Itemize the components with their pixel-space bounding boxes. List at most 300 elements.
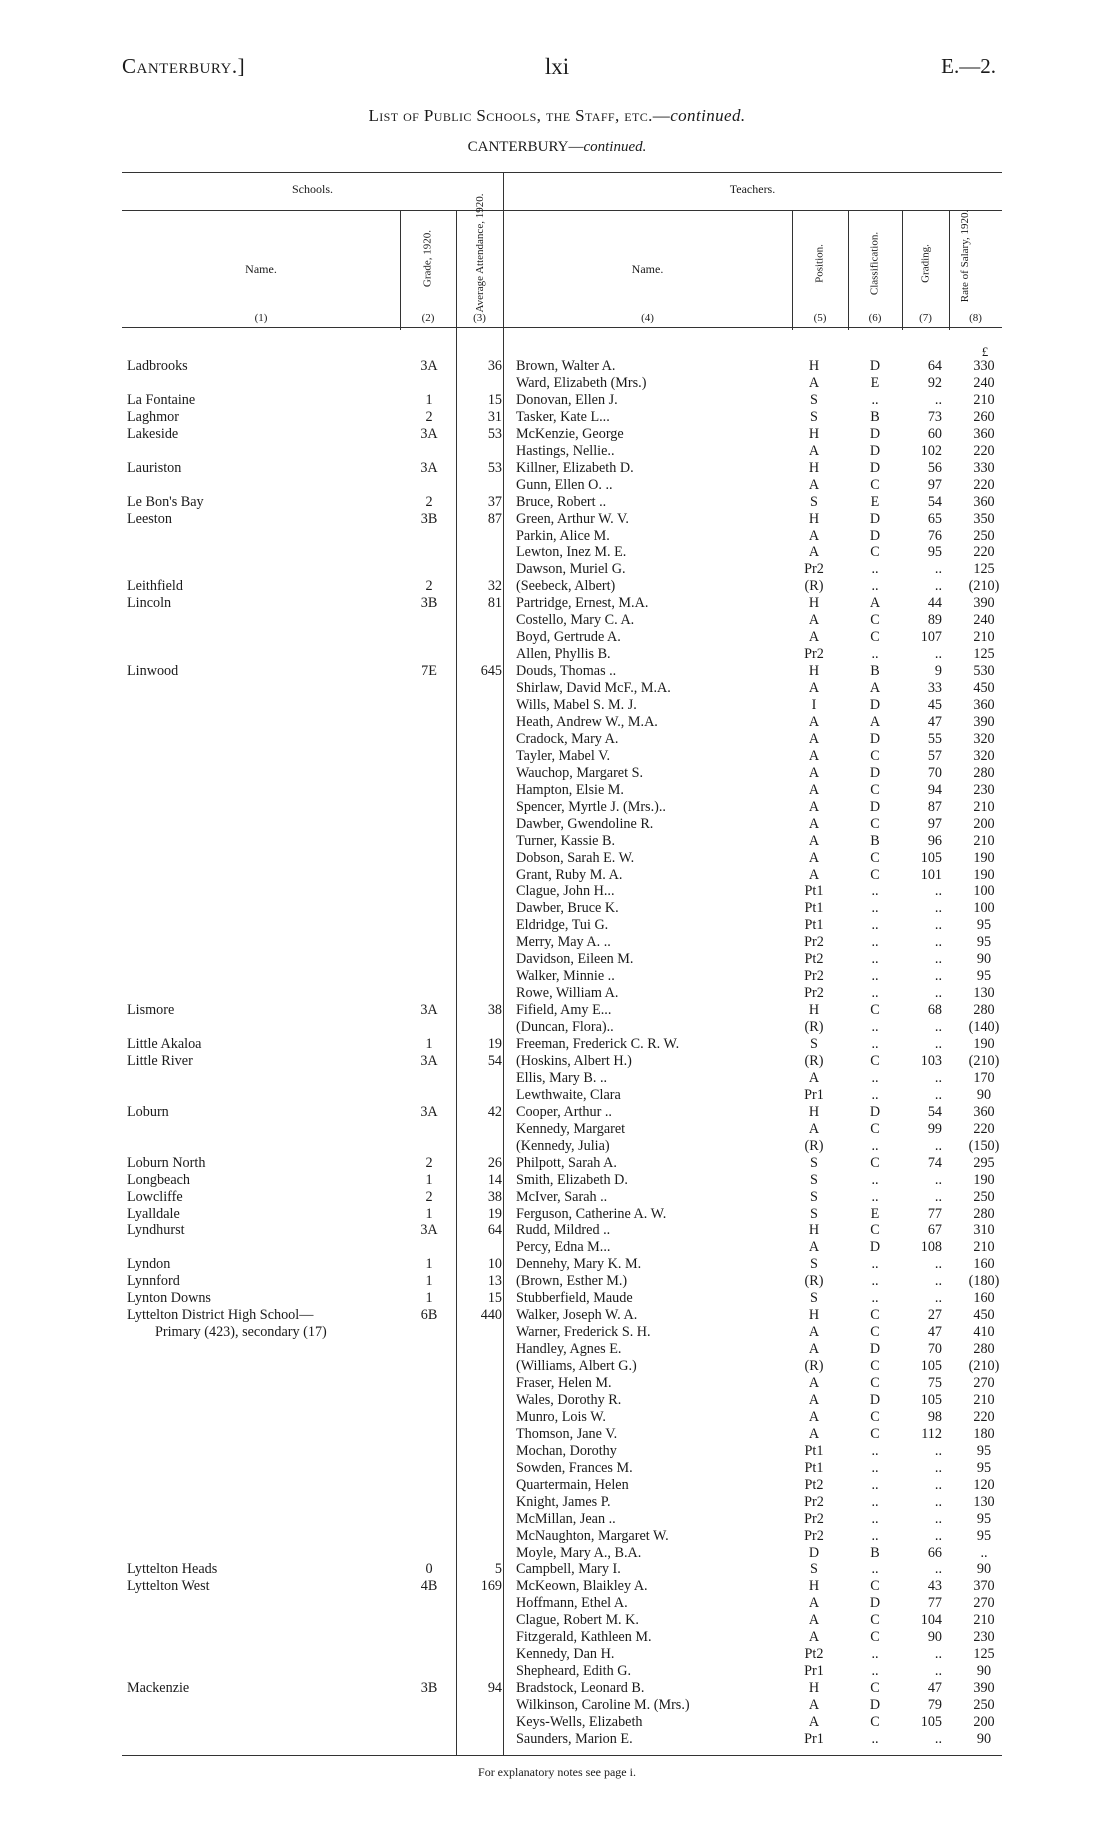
school-attendance: 26 [487,1154,502,1171]
teacher-grading: 99 [927,1120,942,1137]
table-row [0,1290,1114,1307]
teacher-grading: .. [934,1510,942,1527]
teacher-name: Dawson, Muriel G. [516,561,626,578]
teacher-grading: .. [934,1188,942,1205]
teacher-grading: 70 [927,1341,942,1358]
teacher-position: S [810,1154,818,1171]
school-attendance: 32 [487,578,502,595]
table-row [0,1646,1114,1663]
teacher-classification: .. [871,1527,879,1544]
school-grade: 7E [421,663,437,680]
table-row [0,799,1114,816]
teacher-position: S [810,1205,818,1222]
teacher-classification: .. [871,968,879,985]
teacher-position: A [808,1324,820,1341]
teacher-position: A [808,730,820,747]
teacher-salary: 390 [973,713,995,730]
teacher-name: Wills, Mabel S. M. J. [516,697,637,713]
teacher-classification: C [870,1680,880,1697]
table-row [0,578,1114,595]
school-attendance: 64 [487,1222,502,1239]
table-row [0,1731,1114,1748]
teacher-grading: .. [934,1442,942,1459]
school-name: Lakeside [127,425,179,442]
teacher-position: (R) [804,578,824,595]
teacher-grading: 68 [927,1002,942,1019]
teacher-name: Fraser, Helen M. [516,1375,612,1391]
teacher-classification: .. [871,1730,879,1747]
school-name: Lyndon [127,1256,171,1273]
teacher-grading: .. [934,1459,942,1476]
teacher-grading: 55 [927,730,942,747]
teacher-salary: 130 [973,985,995,1002]
teacher-name: Freeman, Frederick C. R. W. [516,1036,680,1052]
teacher-grading: 104 [920,1612,942,1629]
teacher-salary: 450 [973,680,995,697]
table-row [0,782,1114,799]
teacher-name: (Seebeck, Albert) [516,578,616,595]
table-row [0,1019,1114,1036]
school-attendance: 15 [487,391,502,408]
school-name: Le Bon's Bay [127,493,204,510]
teacher-salary: 120 [973,1476,995,1493]
teacher-classification: C [870,612,880,629]
school-grade: 3A [420,459,438,476]
teacher-classification: .. [871,900,879,917]
table-row [0,1358,1114,1375]
teacher-name: (Hoskins, Albert H.) [516,1052,632,1069]
teacher-grading: 98 [927,1408,942,1425]
table-row [0,1121,1114,1138]
table-row [0,1663,1114,1680]
column-number-8: (8) [969,312,982,324]
teacher-grading: 105 [920,1714,942,1730]
school-attendance: 87 [487,510,502,527]
school-grade: 3B [420,595,438,612]
teacher-grading: 79 [927,1697,942,1714]
teacher-grading: 97 [927,815,942,832]
teacher-name: McNaughton, Margaret W. [516,1527,669,1544]
table-row [0,494,1114,511]
school-grade: 3B [420,510,438,527]
teacher-name: Green, Arthur W. V. [516,510,629,527]
title-italic: continued. [670,106,746,125]
teacher-classification: C [870,1002,880,1019]
table-row [0,528,1114,545]
teacher-position: Pr2 [804,934,824,951]
teacher-name: Lewton, Inez M. E. [516,544,627,561]
teacher-position: A [808,1612,820,1629]
teacher-position: D [808,1544,820,1561]
teacher-name: Fifield, Amy E... [516,1002,612,1019]
salary-unit: £ [981,344,989,359]
school-grade: 3B [420,1680,438,1697]
teacher-grading: 103 [920,1052,942,1069]
teacher-name: Sowden, Frances M. [516,1459,633,1476]
teacher-classification: .. [871,985,879,1002]
school-grade: 3A [420,1002,438,1019]
school-grade: 6B [420,1307,438,1324]
teacher-position: Pr2 [804,1510,824,1527]
header-attendance: Average Attendance, 1920. [474,193,486,313]
teacher-position: A [808,815,820,832]
teacher-classification: C [870,781,880,798]
teacher-name: Dennehy, Mary K. M. [516,1256,642,1273]
teacher-name: Bruce, Robert .. [516,493,607,510]
teacher-grading: 94 [927,781,942,798]
teacher-salary: 95 [976,1459,992,1476]
header-position: Position. [813,244,826,283]
teacher-classification: .. [871,646,879,663]
table-row [0,883,1114,900]
teacher-classification: C [870,747,880,764]
teacher-position: H [808,663,820,680]
teacher-salary: (210) [968,1052,1000,1069]
table-row [0,1629,1114,1646]
teacher-name: Walker, Minnie .. [516,968,615,985]
teacher-name: Bradstock, Leonard B. [516,1680,645,1697]
teacher-name: Clague, John H... [516,883,615,900]
teacher-position: S [810,408,818,425]
teacher-salary: 210 [973,798,995,815]
teacher-name: Quartermain, Helen [516,1476,629,1493]
teacher-salary: 210 [973,391,995,408]
table-row [0,985,1114,1002]
teacher-name: McMillan, Jean .. [516,1510,616,1527]
column-number-2: (2) [421,312,435,324]
teacher-name: Boyd, Gertrude A. [516,629,621,646]
teacher-salary: 530 [973,663,995,680]
table-row [0,968,1114,985]
table-row [0,1528,1114,1545]
teacher-classification: .. [871,1036,879,1052]
table-row [0,646,1114,663]
teacher-salary: 125 [973,646,995,663]
teacher-salary: 350 [973,510,995,527]
school-name: Mackenzie [127,1680,190,1697]
teacher-salary: 295 [973,1154,995,1171]
school-attendance: 54 [487,1052,502,1069]
teacher-name: Allen, Phyllis B. [516,646,611,663]
teacher-position: (R) [804,1358,824,1375]
teacher-salary: 95 [976,1510,992,1527]
teacher-position: Pr2 [804,1527,824,1544]
teacher-salary: 360 [973,1103,995,1120]
teacher-salary: 160 [973,1256,995,1273]
teacher-position: (R) [804,1137,824,1154]
teacher-grading: 73 [927,408,942,425]
teacher-grading: 47 [927,1324,942,1341]
group-rule [122,210,1002,211]
teacher-salary: 210 [973,1239,995,1256]
teacher-grading: 77 [927,1205,942,1222]
table-row [0,697,1114,714]
teacher-name: Donovan, Ellen J. [516,391,618,408]
school-grade: 1 [425,1205,433,1222]
teacher-classification: .. [871,1459,879,1476]
school-name: Little River [127,1052,193,1069]
school-attendance: 5 [494,1561,502,1578]
teacher-name: Costello, Mary C. A. [516,612,635,629]
teacher-position: A [808,781,820,798]
teacher-name: Saunders, Marion E. [516,1730,633,1747]
teacher-classification: .. [871,1510,879,1527]
school-attendance: 10 [487,1256,502,1273]
teacher-classification: D [869,798,881,815]
teacher-salary: 95 [976,1527,992,1544]
school-attendance: 19 [487,1205,502,1222]
teacher-position: A [808,798,820,815]
teacher-salary: 210 [973,1612,995,1629]
teacher-position: S [810,1561,818,1578]
teacher-position: H [808,1002,820,1019]
teacher-salary: 90 [976,1561,992,1578]
teacher-grading: 47 [927,713,942,730]
teacher-grading: .. [934,985,942,1002]
column-number-3: (3) [473,312,486,324]
teacher-grading: 27 [927,1307,942,1324]
teacher-grading: .. [934,1290,942,1307]
teacher-name: (Kennedy, Julia) [516,1137,610,1154]
teacher-salary: 100 [973,883,995,900]
school-name: La Fontaine [127,391,196,408]
teacher-salary: 330 [973,358,995,374]
teacher-classification: C [870,815,880,832]
teacher-grading: .. [934,578,942,595]
teacher-grading: .. [934,917,942,934]
teacher-classification: .. [871,1476,879,1493]
table-row [0,629,1114,646]
teacher-salary: 100 [973,900,995,917]
school-name: Lynnford [127,1273,180,1290]
teacher-name: Rudd, Mildred .. [516,1222,611,1239]
teacher-position: Pr2 [804,1493,824,1510]
column-number-6: (6) [868,312,882,324]
header-grading: Grading. [919,244,932,283]
teacher-position: Pr2 [804,561,824,578]
teacher-classification: .. [871,1171,879,1188]
teacher-position: A [808,680,820,697]
school-name: Lyalldale [127,1205,180,1222]
teacher-classification: D [869,425,881,442]
teacher-salary: 330 [973,459,995,476]
group-header-schools: Schools. [291,182,333,196]
teacher-name: Partridge, Ernest, M.A. [516,595,649,612]
table-row [0,816,1114,833]
school-name: Primary (423), secondary (17) [155,1324,327,1341]
teacher-salary: 90 [976,1730,992,1747]
teacher-salary: 240 [973,374,995,391]
teacher-grading: 97 [927,476,942,493]
table-row [0,477,1114,494]
teacher-grading: .. [934,1493,942,1510]
table-row [0,1189,1114,1206]
teacher-position: I [811,697,817,713]
teacher-name: Walker, Joseph W. A. [516,1307,638,1324]
teacher-salary: (210) [968,1358,1000,1375]
teacher-classification: C [870,1375,880,1391]
table-row [0,595,1114,612]
teacher-grading: 65 [927,510,942,527]
running-head-left: Canterbury.] [122,54,246,78]
teacher-classification: D [869,1697,881,1714]
teacher-classification: C [870,476,880,493]
teacher-name: Munro, Lois W. [516,1408,606,1425]
school-name: Loburn [127,1103,169,1120]
teacher-classification: .. [871,561,879,578]
teacher-name: Shirlaw, David McF., M.A. [516,680,671,697]
teacher-grading: 101 [920,866,942,883]
school-attendance: 42 [487,1103,502,1120]
school-name: Lincoln [127,595,172,612]
table-row [0,1273,1114,1290]
teacher-salary: 360 [973,697,995,713]
teacher-name: Kennedy, Dan H. [516,1646,615,1663]
school-grade: 1 [425,1273,433,1290]
teacher-position: A [808,764,820,781]
teacher-classification: C [870,866,880,883]
teacher-classification: C [870,1222,880,1239]
teacher-grading: 107 [920,629,942,646]
teacher-grading: 105 [920,1391,942,1408]
teacher-salary: 250 [973,1188,995,1205]
teacher-salary: 90 [976,1663,992,1680]
page-subtitle [0,139,1114,156]
teacher-position: S [810,1188,818,1205]
school-name: Lyttelton Heads [127,1561,218,1578]
teacher-salary: 190 [973,1036,995,1052]
school-attendance: 53 [487,459,502,476]
school-name: Leeston [127,510,172,527]
teacher-position: A [808,1425,820,1442]
teacher-grading: .. [934,900,942,917]
table-row [0,934,1114,951]
teacher-position: A [808,612,820,629]
school-grade: 2 [425,1188,433,1205]
school-name: Lyttelton District High School— [127,1307,314,1324]
teacher-classification: C [870,1612,880,1629]
teacher-position: A [808,1341,820,1358]
teacher-position: A [808,747,820,764]
teacher-classification: E [870,493,880,510]
table-row [0,1443,1114,1460]
table-top-rule [122,172,1002,173]
teacher-position: Pt2 [804,1476,824,1493]
teacher-name: McIver, Sarah .. [516,1188,608,1205]
table-row [0,1375,1114,1392]
school-grade: 2 [425,1154,433,1171]
teacher-position: Pt1 [804,917,824,934]
teacher-name: Douds, Thomas .. [516,663,617,680]
school-name: Lynton Downs [127,1290,211,1307]
teacher-position: S [810,1256,818,1273]
teacher-salary: 270 [973,1375,995,1391]
teacher-grading: 33 [927,680,942,697]
title-text: List of Public Schools, the Staff, etc.— [368,106,671,125]
school-grade: 1 [425,1036,433,1052]
school-grade: 1 [425,391,433,408]
teacher-grading: .. [934,1561,942,1578]
teacher-salary: 280 [973,1002,995,1019]
teacher-position: Pt1 [804,883,824,900]
teacher-salary: 200 [973,1714,995,1730]
table-row [0,951,1114,968]
teacher-name: Wales, Dorothy R. [516,1391,622,1408]
teacher-classification: C [870,544,880,561]
teacher-classification: B [870,832,880,849]
teacher-grading: 77 [927,1595,942,1612]
teacher-classification: D [869,697,881,713]
teacher-classification: D [869,764,881,781]
teacher-position: (R) [804,1052,824,1069]
teacher-position: A [808,442,820,459]
school-attendance: 36 [487,358,502,374]
teacher-name: Smith, Elizabeth D. [516,1171,628,1188]
school-name: Loburn North [127,1154,206,1171]
teacher-name: Dawber, Bruce K. [516,900,619,917]
teacher-position: A [808,832,820,849]
teacher-name: Lewthwaite, Clara [516,1086,621,1103]
teacher-grading: 60 [927,425,942,442]
teacher-name: Grant, Ruby M. A. [516,866,623,883]
table-row [0,1578,1114,1595]
table-bottom-rule [122,1755,1002,1756]
teacher-name: Thomson, Jane V. [516,1425,618,1442]
teacher-classification: B [870,1544,880,1561]
teacher-name: Shepheard, Edith G. [516,1663,632,1680]
teacher-salary: 230 [973,1629,995,1646]
teacher-name: Cradock, Mary A. [516,730,619,747]
teacher-name: Ellis, Mary B. .. [516,1069,608,1086]
teacher-grading: 92 [927,374,942,391]
teacher-classification: .. [871,1019,879,1036]
header-school-name: Name. [245,262,277,276]
teacher-grading: 96 [927,832,942,849]
table-row [0,680,1114,697]
school-name: Little Akaloa [127,1036,202,1052]
teacher-grading: .. [934,1663,942,1680]
teacher-grading: 56 [927,459,942,476]
table-row [0,1595,1114,1612]
teacher-grading: .. [934,1273,942,1290]
teacher-classification: .. [871,1561,879,1578]
teacher-position: Pt2 [804,1646,824,1663]
teacher-salary: 200 [973,815,995,832]
column-number-rule [122,327,1002,328]
teacher-salary: .. [980,1544,988,1561]
teacher-classification: A [869,595,881,612]
header-grade: Grade, 1920. [421,229,434,288]
teacher-position: H [808,459,820,476]
teacher-name: Spencer, Myrtle J. (Mrs.).. [516,798,666,815]
teacher-grading: 87 [927,798,942,815]
teacher-position: Pt1 [804,1442,824,1459]
school-name: Leithfield [127,578,183,595]
teacher-salary: 310 [973,1222,995,1239]
teacher-salary: 160 [973,1290,995,1307]
teacher-grading: .. [934,1019,942,1036]
teacher-salary: 360 [973,493,995,510]
teacher-salary: 450 [973,1307,995,1324]
teacher-grading: 66 [927,1544,942,1561]
teacher-position: Pt2 [804,951,824,968]
teacher-name: Hampton, Elsie M. [516,781,624,798]
table-row [0,460,1114,477]
teacher-grading: .. [934,951,942,968]
teacher-position: A [808,374,820,391]
teacher-position: A [808,1239,820,1256]
teacher-name: Wilkinson, Caroline M. (Mrs.) [516,1697,690,1714]
